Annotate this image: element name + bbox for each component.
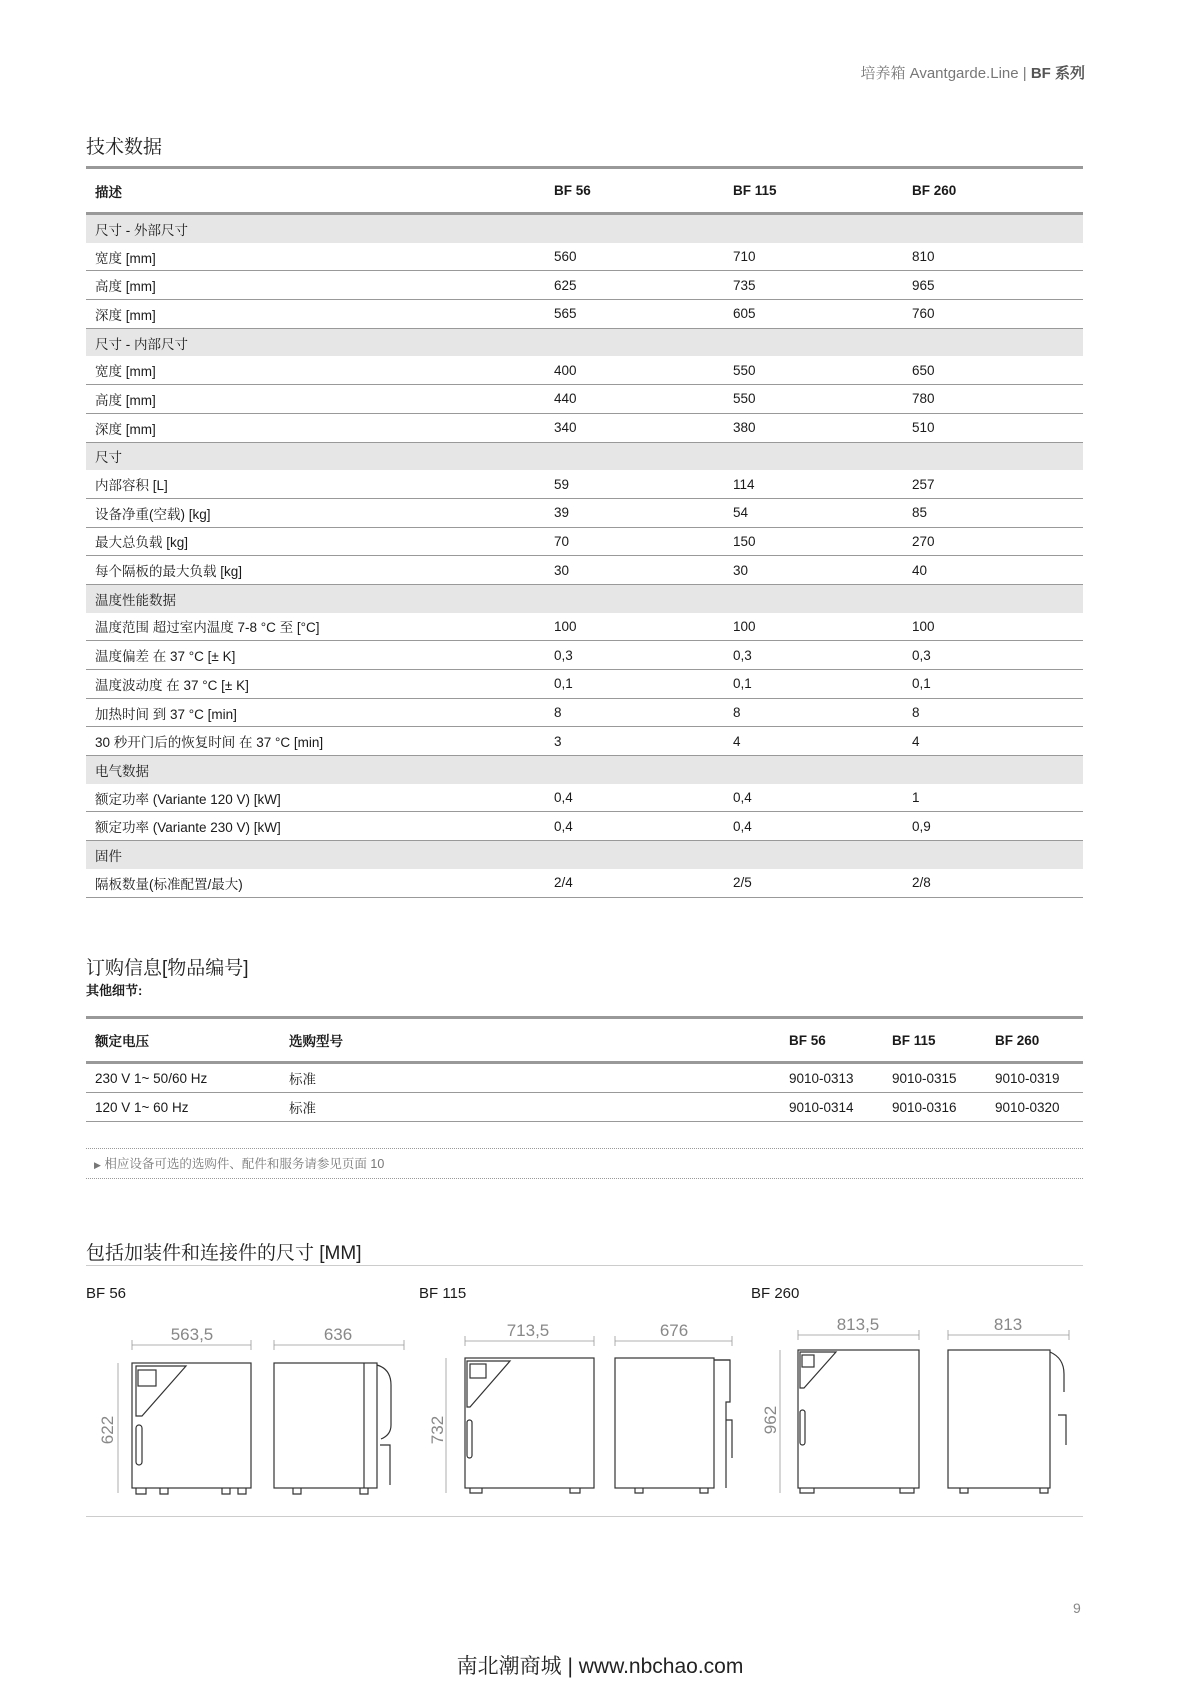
order-table [86, 1016, 1083, 1122]
table-cell: 加热时间 到 37 °C [min] [86, 698, 545, 727]
table-cell: 650 [903, 356, 1083, 384]
table-cell: 2/8 [903, 869, 1083, 897]
dim-height: 622 [98, 1415, 117, 1445]
dim-height: 962 [761, 1405, 780, 1435]
table-cell: 340 [545, 413, 724, 442]
footer-watermark: 南北潮商城 | www.nbchao.com [456, 1655, 744, 1678]
table-row [86, 1063, 1083, 1093]
table-cell: 0,3 [903, 641, 1083, 670]
table-cell: 隔板数量(标准配置/最大) [86, 869, 545, 897]
table-row [86, 271, 1083, 300]
table-cell: 尺寸 - 内部尺寸 [86, 328, 1083, 356]
dim-width: 813,5 [836, 1315, 880, 1334]
table-header-row [86, 168, 1083, 214]
table-row [86, 470, 1083, 498]
table-row [86, 413, 1083, 442]
header-series: BF 系列 [1030, 65, 1085, 82]
table-cell: 625 [545, 271, 724, 300]
table-cell: 4 [903, 727, 1083, 756]
table-cell: BF 115 [883, 1018, 986, 1063]
table-cell: 标准 [280, 1063, 780, 1093]
table-cell: BF 56 [545, 168, 724, 214]
spec-table [86, 166, 1083, 898]
table-row [86, 243, 1083, 271]
table-row [86, 670, 1083, 699]
table-cell: 温度性能数据 [86, 584, 1083, 612]
table-cell: 9010-0314 [780, 1093, 883, 1122]
table-cell: 0,4 [545, 812, 724, 841]
table-cell: 0,1 [903, 670, 1083, 699]
page-number: 9 [1073, 1600, 1081, 1616]
table-cell: 40 [903, 556, 1083, 585]
table-row [86, 385, 1083, 414]
table-row [86, 812, 1083, 841]
dim-width: 713,5 [506, 1321, 550, 1340]
table-cell: 0,1 [724, 670, 903, 699]
table-cell: 810 [903, 243, 1083, 271]
table-cell: 9010-0313 [780, 1063, 883, 1093]
bf115-side-drawing [615, 1358, 732, 1493]
table-cell: 8 [724, 698, 903, 727]
table-cell: BF 115 [724, 168, 903, 214]
table-row [86, 784, 1083, 812]
table-cell: 9010-0315 [883, 1063, 986, 1093]
table-cell: 每个隔板的最大负载 [kg] [86, 556, 545, 585]
dimensions-title: 包括加装件和连接件的尺寸 [MM] [86, 1243, 362, 1264]
group-row [86, 584, 1083, 612]
bf56-front-drawing [132, 1363, 251, 1494]
table-cell: 257 [903, 470, 1083, 498]
divider [86, 1265, 1083, 1266]
table-row [86, 498, 1083, 527]
table-cell: 温度范围 超过室内温度 7-8 °C 至 [°C] [86, 613, 545, 641]
note-divider-bottom [86, 1178, 1083, 1179]
table-cell: 710 [724, 243, 903, 271]
table-row [86, 727, 1083, 756]
table-cell: 560 [545, 243, 724, 271]
model-label: BF 260 [751, 1285, 800, 1302]
header-prefix: 培养箱 Avantgarde.Line | [860, 65, 1031, 82]
table-row [86, 613, 1083, 641]
dimension-drawings [0, 1300, 1200, 1520]
table-cell: 54 [724, 498, 903, 527]
table-cell: 温度偏差 在 37 °C [± K] [86, 641, 545, 670]
table-cell: 尺寸 - 外部尺寸 [86, 214, 1083, 243]
table-cell: BF 56 [780, 1018, 883, 1063]
table-cell: 550 [724, 356, 903, 384]
table-cell: 3 [545, 727, 724, 756]
table-cell: 965 [903, 271, 1083, 300]
table-cell: 标准 [280, 1093, 780, 1122]
model-label: BF 115 [419, 1285, 467, 1302]
table-cell: 最大总负载 [kg] [86, 527, 545, 556]
table-cell: 1 [903, 784, 1083, 812]
table-cell: 85 [903, 498, 1083, 527]
table-cell: 0,4 [724, 812, 903, 841]
group-row [86, 328, 1083, 356]
table-cell: 描述 [86, 168, 545, 214]
table-cell: 270 [903, 527, 1083, 556]
table-cell: 8 [545, 698, 724, 727]
table-cell: 尺寸 [86, 442, 1083, 470]
bf260-front-drawing [798, 1350, 919, 1493]
group-row [86, 214, 1083, 243]
table-cell: 深度 [mm] [86, 300, 545, 329]
order-subtitle: 其他细节: [86, 983, 143, 998]
dim-width: 563,5 [170, 1325, 214, 1344]
table-cell: 0,4 [724, 784, 903, 812]
table-cell: 额定电压 [86, 1018, 280, 1063]
table-cell: 0,3 [545, 641, 724, 670]
table-row [86, 527, 1083, 556]
table-row [86, 698, 1083, 727]
table-cell: 605 [724, 300, 903, 329]
group-row [86, 756, 1083, 784]
table-cell: 宽度 [mm] [86, 356, 545, 384]
bf56-side-drawing [274, 1363, 391, 1494]
table-cell: 4 [724, 727, 903, 756]
table-cell: 额定功率 (Variante 230 V) [kW] [86, 812, 545, 841]
note-divider-top [86, 1148, 1083, 1149]
table-cell: 0,9 [903, 812, 1083, 841]
table-cell: 380 [724, 413, 903, 442]
table-row [86, 641, 1083, 670]
table-cell: BF 260 [903, 168, 1083, 214]
dim-depth: 813 [993, 1315, 1023, 1334]
table-cell: 0,4 [545, 784, 724, 812]
table-cell: 114 [724, 470, 903, 498]
spec-title: 技术数据 [86, 137, 163, 158]
running-header [860, 62, 1085, 83]
table-row [86, 869, 1083, 897]
table-cell: 设备净重(空载) [kg] [86, 498, 545, 527]
table-cell: 9010-0316 [883, 1093, 986, 1122]
table-cell: 565 [545, 300, 724, 329]
bf115-front-drawing [465, 1358, 594, 1493]
dim-depth: 676 [659, 1321, 689, 1340]
note [94, 1154, 384, 1172]
table-row [86, 356, 1083, 384]
table-cell: 固件 [86, 841, 1083, 869]
table-cell: 选购型号 [280, 1018, 780, 1063]
table-cell: 59 [545, 470, 724, 498]
table-cell: 100 [724, 613, 903, 641]
table-cell: 440 [545, 385, 724, 414]
note-text: 相应设备可选的选购件、配件和服务请参见页面 10 [104, 1157, 385, 1171]
table-row [86, 1093, 1083, 1122]
table-cell: 宽度 [mm] [86, 243, 545, 271]
table-cell: 30 [545, 556, 724, 585]
table-cell: 温度波动度 在 37 °C [± K] [86, 670, 545, 699]
table-cell: 深度 [mm] [86, 413, 545, 442]
table-cell: 0,3 [724, 641, 903, 670]
triangle-bullet-icon: ▶ [94, 1160, 101, 1170]
divider [86, 1516, 1083, 1517]
dim-height: 732 [428, 1415, 447, 1445]
table-cell: 电气数据 [86, 756, 1083, 784]
table-header-row [86, 1018, 1083, 1063]
group-row [86, 841, 1083, 869]
table-cell: 9010-0320 [986, 1093, 1083, 1122]
table-cell: 70 [545, 527, 724, 556]
table-cell: 内部容积 [L] [86, 470, 545, 498]
table-cell: 550 [724, 385, 903, 414]
table-row [86, 556, 1083, 585]
model-label: BF 56 [86, 1285, 127, 1302]
table-cell: 额定功率 (Variante 120 V) [kW] [86, 784, 545, 812]
table-cell: 100 [903, 613, 1083, 641]
group-row [86, 442, 1083, 470]
table-cell: 9010-0319 [986, 1063, 1083, 1093]
table-cell: 高度 [mm] [86, 271, 545, 300]
table-cell: 150 [724, 527, 903, 556]
table-cell: BF 260 [986, 1018, 1083, 1063]
table-cell: 760 [903, 300, 1083, 329]
table-cell: 735 [724, 271, 903, 300]
table-cell: 120 V 1~ 60 Hz [86, 1093, 280, 1122]
table-cell: 230 V 1~ 50/60 Hz [86, 1063, 280, 1093]
table-cell: 30 [724, 556, 903, 585]
table-cell: 高度 [mm] [86, 385, 545, 414]
table-cell: 510 [903, 413, 1083, 442]
table-cell: 30 秒开门后的恢复时间 在 37 °C [min] [86, 727, 545, 756]
bf260-side-drawing [948, 1350, 1066, 1493]
table-cell: 780 [903, 385, 1083, 414]
table-cell: 2/5 [724, 869, 903, 897]
table-cell: 400 [545, 356, 724, 384]
table-cell: 2/4 [545, 869, 724, 897]
table-cell: 39 [545, 498, 724, 527]
table-row [86, 300, 1083, 329]
table-cell: 100 [545, 613, 724, 641]
order-title: 订购信息[物品编号] [86, 958, 249, 979]
table-cell: 0,1 [545, 670, 724, 699]
table-cell: 8 [903, 698, 1083, 727]
dim-depth: 636 [323, 1325, 353, 1344]
